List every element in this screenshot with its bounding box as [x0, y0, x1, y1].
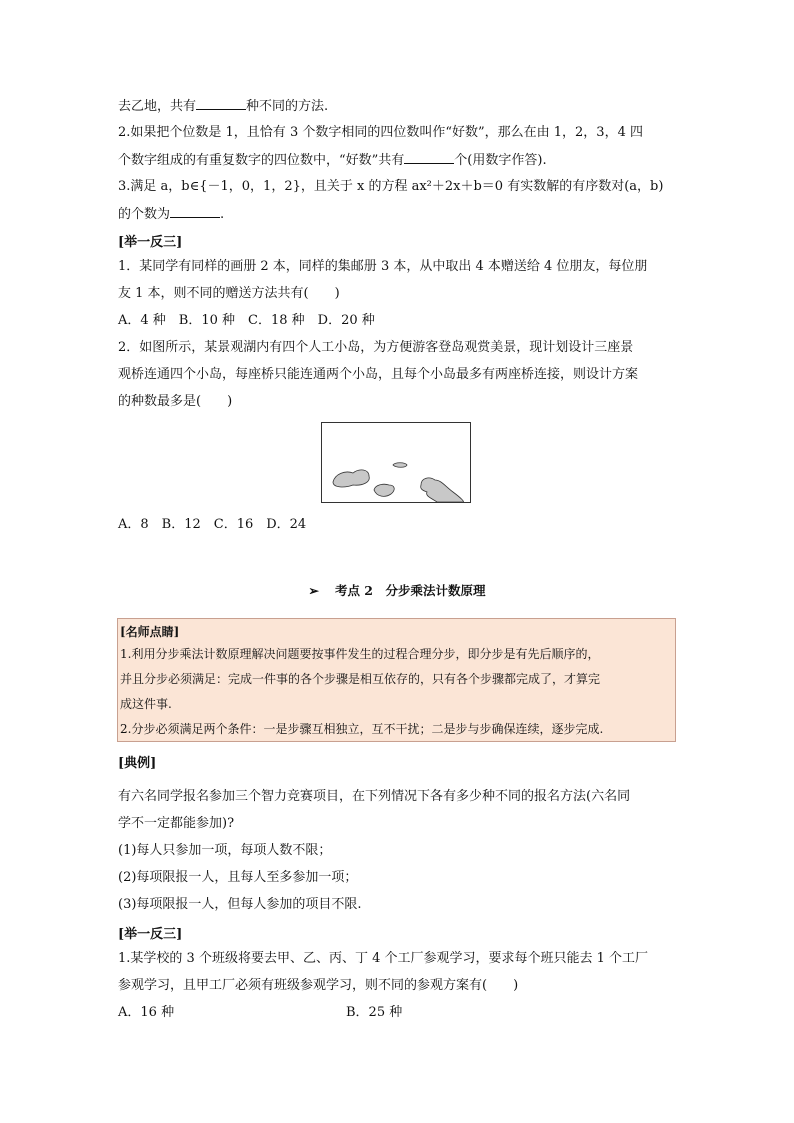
s2-q1-line-2: 参观学习，且甲工厂必须有班级参观学习，则不同的参观方案有( )	[118, 978, 519, 993]
tip-line-3: 成这件事.	[120, 697, 172, 711]
s2-q1-option-a: A．16 种	[118, 1005, 175, 1020]
s2-q1-line-1: 1.某学校的 3 个班级将要去甲、乙、丙、丁 4 个工厂参观学习，要求每个班只能去 1 个工厂	[118, 951, 649, 966]
s1-q2-line-1: 2．如图所示，某景观湖内有四个人工小岛，为方便游客登岛观赏美景，现计划设计三座景	[118, 340, 634, 355]
lake-islands-figure	[321, 422, 471, 503]
example-line-1: 有六名同学报名参加三个智力竞赛项目，在下列情况下各有多少种不同的报名方法(六名同	[118, 789, 631, 804]
island-2	[393, 463, 407, 468]
s1-q2-line-3: 的种数最多是( )	[118, 394, 233, 409]
example-title: [典例]	[118, 756, 157, 771]
s1-q1-line-1: 1．某同学有同样的画册 2 本，同样的集邮册 3 本，从中取出 4 本赠送给 4 位朋友，每位朋	[118, 259, 648, 274]
s1-q2-line-2: 观桥连通四个小岛，每座桥只能连通两个小岛，且每个小岛最多有两座桥连接，则设计方案	[118, 367, 639, 382]
arrow-icon: ➢	[308, 583, 319, 598]
answer-blank	[404, 151, 454, 164]
question-2-line-1: 2.如果把个位数是 1，且恰有 3 个数字相同的四位数叫作“好数”，那么在由 1，2，3，4 四	[118, 125, 643, 140]
question-3-line-2: 的个数为 .	[118, 207, 225, 222]
example-item-2: (2)每项限报一人，且每人至多参加一项；	[118, 870, 358, 885]
section-1-title: [举一反三]	[118, 235, 183, 250]
tip-box	[117, 618, 676, 742]
section-2-title: [举一反三]	[118, 927, 183, 942]
answer-blank	[170, 205, 220, 218]
example-item-3: (3)每项限报一人，但每人参加的项目不限.	[118, 897, 362, 912]
s1-q1-line-2: 友 1 本，则不同的赠送方法共有( )	[118, 286, 340, 301]
s2-q1-option-b: B．25 种	[346, 1005, 403, 1020]
tip-line-4: 2.分步必须满足两个条件：一是步骤互相独立，互不干扰；二是步与步确保连续，逐步完成.	[120, 722, 604, 736]
answer-blank	[196, 97, 246, 110]
tip-line-2: 并且分步必须满足：完成一件事的各个步骤是相互依存的，只有各个步骤都完成了，才算完	[120, 672, 601, 686]
tip-title: [名师点睛]	[120, 625, 180, 639]
tip-line-1: 1.利用分步乘法计数原理解决问题要按事件发生的过程合理分步，即分步是有先后顺序的，	[120, 647, 600, 661]
question-3-line-1: 3.满足 a，b∈{－1，0，1，2}，且关于 x 的方程 ax²＋2x＋b＝0 有实数解的有序数对(a，b)	[118, 179, 664, 194]
question-2-line-2: 个数字组成的有重复数字的四位数中，“好数”共有 个(用数字作答).	[118, 153, 547, 168]
s1-q1-options: A．4 种 B．10 种 C．18 种 D．20 种	[118, 313, 375, 328]
section-heading: ➢ 考点 2 分步乘法计数原理	[308, 583, 486, 598]
top-line-1: 去乙地，共有 种不同的方法.	[118, 99, 329, 114]
s1-q2-options: A．8 B．12 C．16 D．24	[118, 517, 307, 532]
example-line-2: 学不一定都能参加)?	[118, 816, 235, 831]
example-item-1: (1)每人只参加一项，每项人数不限；	[118, 843, 332, 858]
